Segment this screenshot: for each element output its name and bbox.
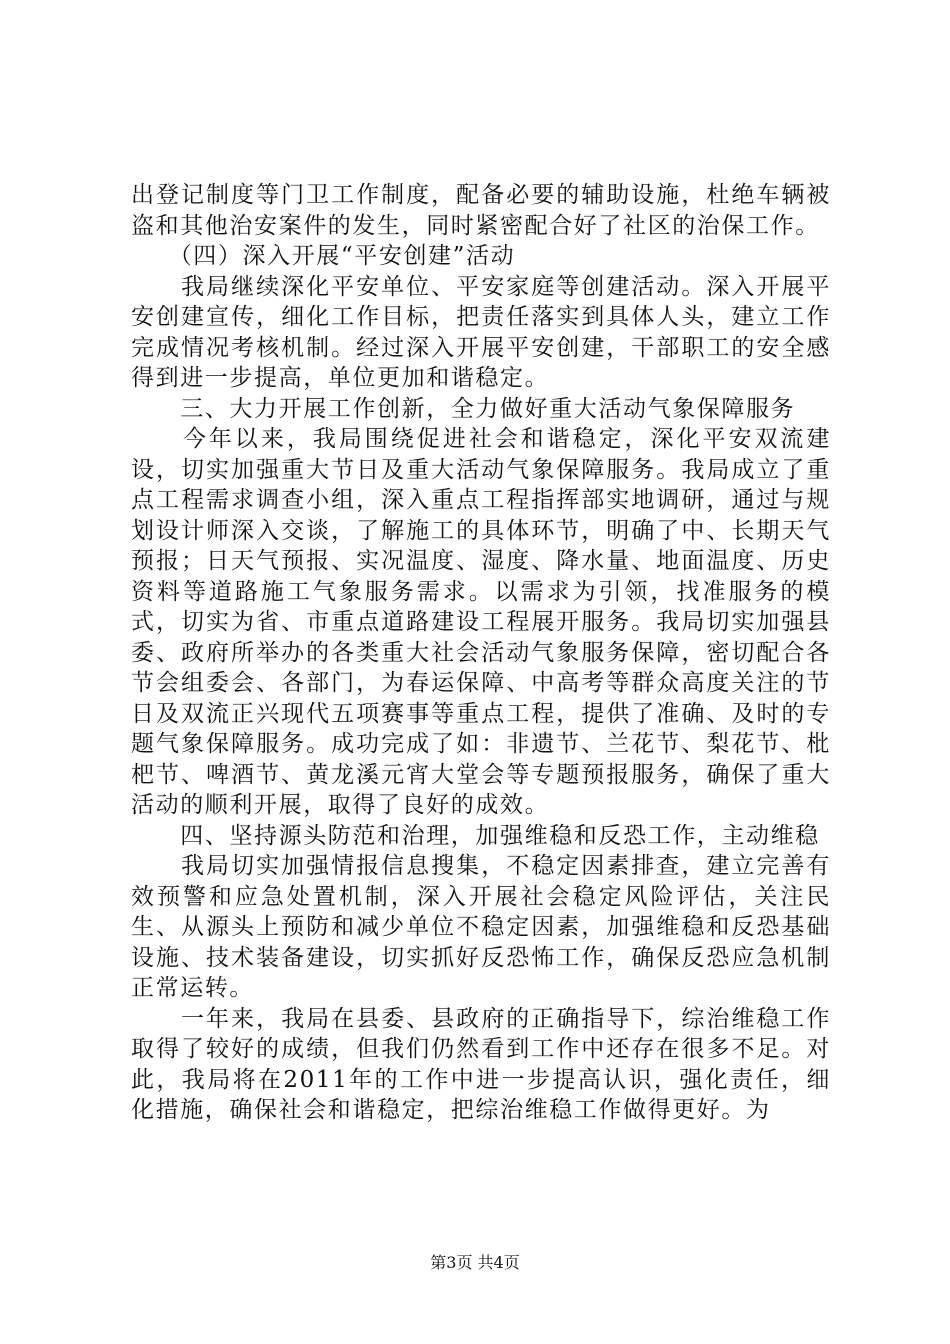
paragraph-continuation: 出登记制度等门卫工作制度，配备必要的辅助设施，杜绝车辆被盗和其他治安案件的发生，同时紧密配合好了社区的治保工作。 [131,182,831,239]
document-body [131,180,831,1126]
section-heading-three: 三、大力开展工作创新，全力做好重大活动气象保障服务 [131,395,796,422]
paragraph-weather-service: 今年以来，我局围绕促进社会和谐稳定，深化平安双流建设，切实加强重大节日及重大活动气象保障服务。我局成立了重点工程需求调查小组，深入重点工程指挥部实地调研，通过与规划设计师深入交谈，了解施工的具体环节，明确了中、长期天气预报；日天气预报、实况温度、湿度、降水量、地面温度、历史资料等道路施工气象服务需求。以需求为引领，找准服务的模式，切实为省、市重点道路建设工程展开服务。我局切实加强县委、政府所举办的各类重大社会活动气象服务保障，密切配合各节会组委会、各部门，为春运保障、中高考等群众高度关注的节日及双流正兴现代五项赛事等重点工程，提供了准确、及时的专题气象保障服务。成功完成了如：非遗节、兰花节、梨花节、枇杷节、啤酒节、黄龙溪元宵大堂会等专题预报服务，确保了重大活动的顺利开展，取得了良好的成效。 [131,426,831,818]
page-footer: 第3页 共4页 [430,1253,520,1272]
paragraph-safety-campaign: 我局继续深化平安单位、平安家庭等创建活动。深入开展平安创建宣传，细化工作目标，把责任落实到具体人头，建立工作完成情况考核机制。经过深入开展平安创建，干部职工的安全感得到进一步提高，单位更加和谐稳定。 [131,273,831,391]
paragraph-anti-terror: 我局切实加强情报信息搜集，不稳定因素排查，建立完善有效预警和应急处置机制，深入开展社会稳定风险评估，关注民生、从源头上预防和减少单位不稳定因素，加强维稳和反恐基础设施、技术装备建设，切实抓好反恐怖工作，确保反恐应急机制正常运转。 [131,853,831,1001]
paragraph-summary: 一年来，我局在县委、县政府的正确指导下，综治维稳工作取得了较好的成绩，但我们仍然看到工作中还存在很多不足。对此，我局将在2011年的工作中进一步提高认识，强化责任，细化措施，确保社会和谐稳定，把综治维稳工作做得更好。为 [131,1005,831,1123]
section-heading-four: （四）深入开展“平安创建”活动 [131,243,516,269]
section-heading-four-stability: 四、坚持源头防范和治理，加强维稳和反恐工作，主动维稳 [131,822,820,849]
